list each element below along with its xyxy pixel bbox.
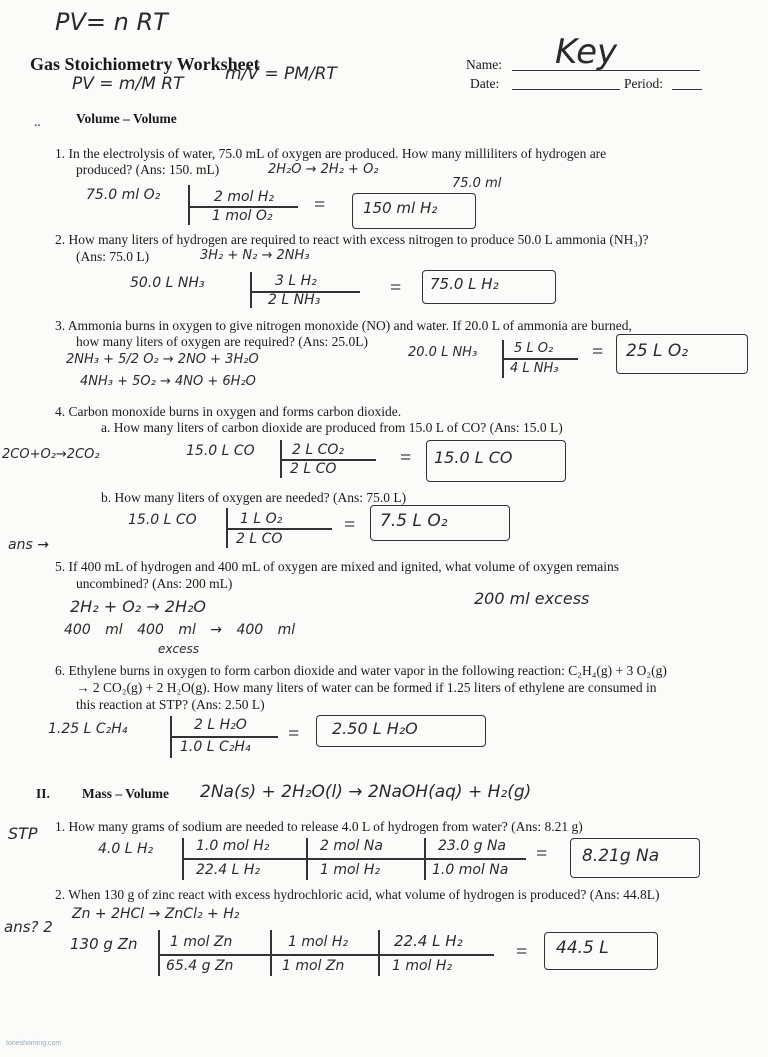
s2q2-f2-top: 1 mol Zn [170,934,233,950]
q1-answer: 150 ml H₂ [363,199,438,217]
q6-equals: = [288,723,300,745]
q2-text-line1: 2. How many liters of hydrogen are required to react with excess nitrogen to produce 50.0 L ammonia (NH₃)? [55,232,649,247]
q2-divider [250,272,252,308]
section2-equation: 2Na(s) + 2H₂O(l) → 2NaOH(aq) + H₂(g) [200,782,532,802]
q2-equation: 3H₂ + N₂ → 2NH₃ [200,248,310,263]
q4b-equals: = [344,514,356,536]
handwritten-formula-right: m/V = PM/RT [225,64,337,84]
q1-equation-volume: 75.0 ml [452,176,502,191]
s2q2-f4-bottom: 1 mol H₂ [392,958,453,974]
s2q1-text: 1. How many grams of sodium are needed to release 4.0 L of hydrogen from water? (Ans: 8.21 g) [55,819,583,834]
handwritten-formula-left: PV = m/M RT [72,74,184,94]
s2q2-text: 2. When 130 g of zinc react with excess hydrochloric acid, what volume of hydrogen is produced? (Ans: 44.8L) [55,887,660,902]
s2q1-given: 4.0 L H₂ [98,841,154,857]
section-bullet: .. [34,114,41,129]
period-line [672,89,702,90]
s2q1-f3-top: 2 mol Na [320,838,383,854]
q6-text-line1: 6. Ethylene burns in oxygen to form carbon dioxide and water vapor in the following reaction: C₂H₄(g) + 3 O₂(g) [55,663,667,678]
s2q2-fraction-bar [158,954,494,956]
q1-text-line1: 1. In the electrolysis of water, 75.0 mL of oxygen are produced. How many milliliters of hydrogen are [55,146,607,161]
q3-equation-1: 2NH₃ + 5/2 O₂ → 2NO + 3H₂O [66,352,259,367]
s2q2-equation: Zn + 2HCl → ZnCl₂ + H₂ [72,906,240,922]
section1-heading: Volume – Volume [76,111,177,126]
q5-text-line2: uncombined? (Ans: 200 mL) [76,576,233,591]
s2q2-f3-top: 1 mol H₂ [288,934,349,950]
q4-equation: 2CO+O₂→2CO₂ [2,447,100,462]
q6-text-line3: this reaction at STP? (Ans: 2.50 L) [76,697,265,712]
s2q1-fraction-bar [182,858,526,860]
q4-text: 4. Carbon monoxide burns in oxygen and forms carbon dioxide. [55,404,402,419]
q4a-ratio-bottom: 2 L CO [290,461,337,477]
q1-equation: 2H₂O → 2H₂ + O₂ [268,162,379,177]
q3-equation-2: 4NH₃ + 5O₂ → 4NO + 6H₂O [80,374,256,389]
s2q1-equals: = [536,843,548,865]
q4b-fraction-bar [226,528,332,530]
s2q2-f2-bottom: 65.4 g Zn [166,958,234,974]
q4b-text: b. How many liters of oxygen are needed? (Ans: 75.0 L) [101,490,407,505]
q3-given: 20.0 L NH₃ [408,345,478,360]
q1-text-line2: produced? (Ans: 150. mL) [76,162,220,177]
q2-given: 50.0 L NH₃ [130,275,205,291]
q5-text-line1: 5. If 400 mL of hydrogen and 400 mL of oxygen are mixed and ignited, what volume of oxygen remains [55,559,619,574]
name-label: Name: [466,57,502,72]
s2q2-divider-3 [378,930,380,976]
q6-given: 1.25 L C₂H₄ [48,721,128,737]
handwritten-ideal-gas-law: PV= n RT [55,8,168,36]
s2q1-answer: 8.21g Na [582,846,660,866]
q4a-answer: 15.0 L CO [434,448,513,467]
s2q2-answer: 44.5 L [556,938,609,958]
q1-divider [188,185,190,225]
q4b-answer: 7.5 L O₂ [380,511,448,531]
q3-answer: 25 L O₂ [626,341,689,361]
s2q1-f2-top: 1.0 mol H₂ [196,838,270,854]
section2-numeral: II. [36,786,50,801]
page-title: Gas Stoichiometry Worksheet [30,54,260,74]
q6-text-line2: → 2 CO₂(g) + 2 H₂O(g). How many liters of water can be formed if 1.25 liters of ethylene are consumed in [76,680,657,695]
q3-fraction-bar [502,358,578,360]
s2q2-divider-2 [270,930,272,976]
q6-fraction-bar [170,736,278,738]
q5-answer: 200 ml excess [474,589,590,608]
q1-given: 75.0 ml O₂ [86,187,161,203]
q3-ratio-top: 5 L O₂ [514,341,554,356]
q4a-equals: = [400,447,412,469]
q2-equals: = [390,277,402,299]
q6-answer: 2.50 L H₂O [332,719,418,738]
section2-heading: Mass – Volume [82,786,170,801]
q4b-side-note: ans → [8,537,49,553]
q4b-ratio-top: 1 L O₂ [240,511,283,527]
s2q1-f4-bottom: 1.0 mol Na [432,862,509,878]
q1-ratio-bottom: 1 mol O₂ [212,208,273,224]
s2q1-f3-bottom: 1 mol H₂ [320,862,381,878]
date-line [512,89,620,90]
s2q2-divider-1 [158,930,160,976]
q2-ratio-top: 3 L H₂ [275,273,317,289]
q3-text-line2: how many liters of oxygen are required? (Ans: 25.0L) [76,334,369,349]
q3-ratio-bottom: 4 L NH₃ [510,361,559,376]
q5-volumes: 400 ml 400 ml → 400 ml [64,622,296,638]
watermark: toneshoming.com [6,1040,62,1047]
stp-note: STP [8,824,38,843]
q4b-given: 15.0 L CO [128,512,197,528]
s2q2-side-note: ans? 2 [4,918,53,936]
s2q2-f3-bottom: 1 mol Zn [282,958,345,974]
q4a-given: 15.0 L CO [186,443,255,459]
q2-text-line2: (Ans: 75.0 L) [76,249,150,264]
s2q2-equals: = [516,941,528,963]
q6-ratio-bottom: 1.0 L C₂H₄ [180,739,251,755]
q4a-text: a. How many liters of carbon dioxide are produced from 15.0 L of CO? (Ans: 15.0 L) [101,420,563,435]
q3-equals: = [592,341,604,363]
q2-ratio-bottom: 2 L NH₃ [268,292,321,308]
q2-answer: 75.0 L H₂ [430,275,499,293]
period-label: Period: [624,76,663,91]
date-label: Date: [470,76,500,91]
q3-text-line1: 3. Ammonia burns in oxygen to give nitrogen monoxide (NO) and water. If 20.0 L of ammonia are burned, [55,318,632,333]
q1-equals: = [314,194,326,216]
name-value: Key [555,32,618,72]
s2q2-given: 130 g Zn [70,935,138,953]
s2q1-f4-top: 23.0 g Na [438,838,507,854]
q6-ratio-top: 2 L H₂O [194,717,247,733]
q1-ratio-top: 2 mol H₂ [214,189,275,205]
s2q1-f2-bottom: 22.4 L H₂ [196,862,261,878]
q4a-ratio-top: 2 L CO₂ [292,442,345,458]
q4b-ratio-bottom: 2 L CO [236,531,283,547]
s2q2-f4-top: 22.4 L H₂ [394,932,463,950]
q5-equation: 2H₂ + O₂ → 2H₂O [70,597,207,616]
q5-excess-note: excess [158,642,199,656]
